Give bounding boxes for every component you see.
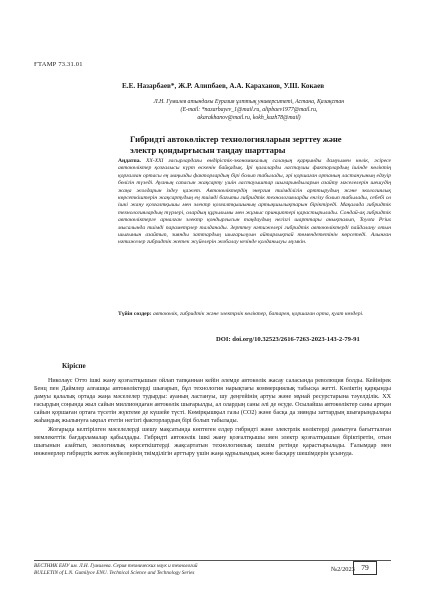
affiliation-line-1: Л.Н. Гумилев атындағы Еуразия ұлттық университеті, Астана, Қазақстан bbox=[153, 99, 345, 105]
issue-number: №2/2023 bbox=[331, 566, 355, 573]
footer-divider bbox=[34, 560, 391, 561]
affiliation-email-line-1: (E-mail: *nazarbayev_1@mail.ru, alipbaev1977@mail.ru, bbox=[180, 107, 318, 113]
journal-name-ru: ВЕСТНИК ЕНУ им. Л.Н. Гумилева. Серия технических наук и технологий bbox=[34, 563, 198, 569]
journal-footer bbox=[34, 563, 334, 577]
affiliation-email-line-2: akarakhanov@mail.ru, kokh_kuzh78@mail) bbox=[197, 115, 301, 121]
keywords-label: Түйін сөздер: bbox=[118, 311, 152, 317]
irsti-code: ҒТАМР 73.31.01 bbox=[34, 61, 83, 68]
keywords-text: автокөлік, гибридтік және электрлік көліктер, батарея, қоршаған орта, қуат көздері. bbox=[153, 311, 364, 317]
author-list: Е.Е. Назарбаев*, Ж.Р. Алипбаев, А.А. Караханов, У.Ш. Кокаев bbox=[122, 82, 325, 90]
paper-title-line-2: электр қондырғысын таңдау шарттары bbox=[130, 145, 286, 155]
body-text bbox=[34, 377, 391, 458]
paper-title-line-1: Гибридті автокөліктер технологияларын зерттеу және bbox=[130, 134, 342, 144]
journal-name-en: BULLETIN of L.N. Gumilyov ENU. Technical Science and Technology Series bbox=[34, 570, 195, 576]
abstract-text: XX-XXI ғасырлардағы өндірістік-экономикалық салаңың қарқынды дамуымен көлік, әсіресе автокөліктер қозғалысы күрт өскенін байқадық. Ірі қалаларды ластаушы факторлардың ішінде көліктің қорғалған ортасы ең маңызды факторлардың бірі болып табылады, әрі қоршаған ортаның ластануының едәуір бөлігін түзеді. Ауаның сапасын жақсарту үшін ластауыштар шығарындыларын азайту мәселелерін шешудің жаңа жолдарын іздеу қажет. Автокөліктердің энергия тиімділігін арттырудың және экологиялық көрсеткіштерін жақсартудың ең тиімді бағыты гибридтік технологияларды енгізу болып табылады, себебі ол ішкі жану қозғалтқышы мен электр қозғалтқышының артықшылықтарын біріктіреді. Мақалада гибридтік технологиялардың түрлері, олардың құрылымы мен жұмыс принциптері қарастырылады. Сондай-ақ гибридтік автокөліктерге арналған электр қондырғысын таңдаудың негізгі шарттары анықталып, Toyota Prius мысалында тиімді параметрлер талданады. Зерттеу нәтижелері гибридтік автокөліктерді пайдалану отын шығынын азайтып, зиянды заттардың шығарылуын айтарлықтай төмендететінін көрсетеді. Алынған нәтижелер гибридтік жетек жүйелерін жобалау кезінде қолданылуы мүмкін. bbox=[118, 158, 391, 246]
body-paragraph-2: Жоғарыда келтірілген мәселелерді шешу мақсатында көптеген елдер гибридті және электрлік көліктерді дамытуға бағытталған мемлекеттік бағдарламалар қабылдады. Гибридті автокөлік ішкі жану қозғалтқышы мен электр қозғалтқышын біріктіретін, отын шығынын азайтып, экологиялық көрсеткіштерді жақсартатын технологиялық шешім ретінде қарастырылады. Ғалымдар мен инженерлер гибридтік жетек жүйелерінің тиімділігін арттыру үшін жаңа құрылымдық және басқару шешімдерін ұсынуда. bbox=[34, 426, 391, 457]
keywords bbox=[118, 311, 391, 318]
section-title-introduction: Кіріспе bbox=[62, 362, 86, 370]
doi-link[interactable]: DOI: doi.org/10.32523/2616-7263-2023-143-2-79-91 bbox=[216, 336, 360, 343]
abstract-label: Аңдатпа. bbox=[118, 158, 141, 164]
body-paragraph-1: Николаус Отто ішкі жану қозғалтқышын ойлап тапқаннан кейін әлемде автокөлік жасау саласында революция болды. Кейінірек Бенц пен Даймлер алғашқы автокөліктерді шығарып, бұл технология нарықтағы коммерциялық табысқа жетті. Көліктің қарқынды дамуы қалалық ортада жаңа мәселелер тудырды: ауаның ластануы, шу деңгейінің артуы және мұнай ресурстарына тәуелділік. XX ғасырдың соңында жыл сайын миллиондаған автокөлік шығарылды, ал олардың саны әлі де өсуде. Осылайша автокөліктер саны артқан сайын қоршаған ортаға түсетін жүктеме де күшейе түсті. Көмірқышқыл газы (CO2) және басқа да зиянды заттардың шығарындылары жаһандық жылынуға ықпал ететін негізгі факторлардың бірі болып табылады. bbox=[34, 378, 391, 425]
paper-title bbox=[130, 134, 342, 156]
abstract bbox=[118, 158, 391, 247]
page-number: 79 bbox=[353, 561, 377, 575]
